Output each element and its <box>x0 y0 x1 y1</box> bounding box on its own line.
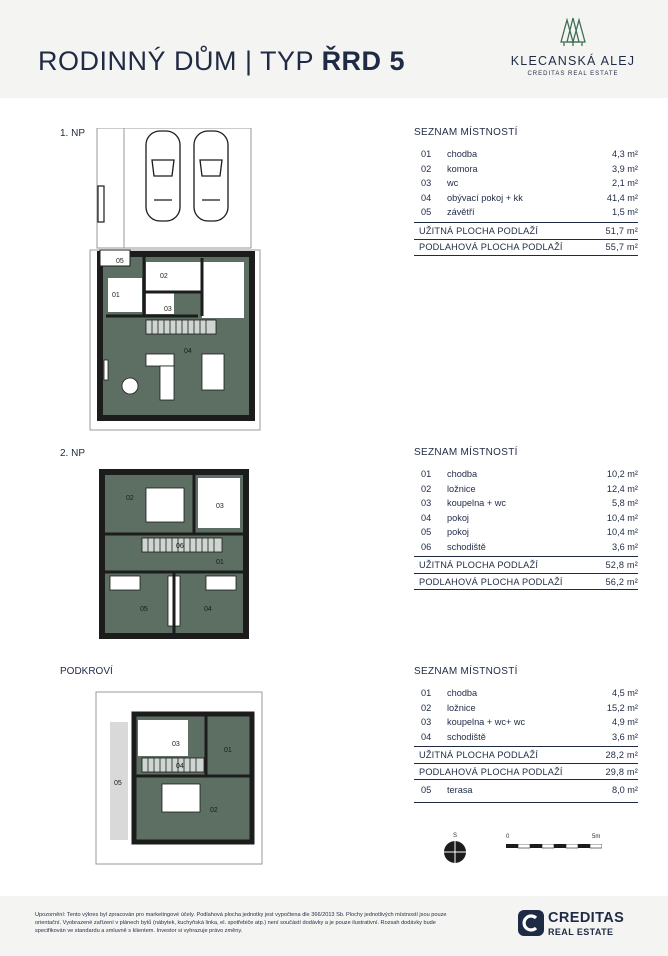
room-row <box>414 496 638 511</box>
room-name: pokoj <box>447 527 469 538</box>
room-name: chodba <box>447 688 478 699</box>
room-name: ložnice <box>447 483 476 494</box>
room-name: wc <box>447 178 459 189</box>
room-name: pokoj <box>447 512 469 523</box>
room-number: 02 <box>421 163 432 174</box>
room-area: 15,2 m² <box>606 702 638 713</box>
room-list-2np <box>414 447 638 590</box>
footer-brand-line1: CREDITAS <box>548 910 625 926</box>
room-area: 5,8 m² <box>611 498 638 509</box>
room-label: 05 <box>114 780 122 787</box>
creditas-logo-icon <box>518 910 544 936</box>
room-list-podkrovi <box>414 666 638 803</box>
floor-area-value: 56,2 m² <box>605 576 638 587</box>
room-row <box>414 191 638 206</box>
brand-name: KLECANSKÁ ALEJ <box>510 54 636 68</box>
room-label: 04 <box>204 606 212 613</box>
room-name: chodba <box>447 469 478 480</box>
room-area: 4,5 m² <box>611 688 638 699</box>
room-area: 10,4 m² <box>606 527 638 538</box>
room-area: 1,5 m² <box>611 207 638 218</box>
room-label: 03 <box>164 306 172 313</box>
usable-area-label: UŽITNÁ PLOCHA PODLAŽÍ <box>419 750 539 760</box>
room-area: 4,3 m² <box>611 149 638 160</box>
room-label: 05 <box>140 606 148 613</box>
usable-area-row <box>414 556 638 573</box>
room-row <box>414 701 638 716</box>
room-row <box>414 176 638 191</box>
room-name: obývací pokoj + kk <box>447 192 523 203</box>
floor-plan-1np <box>86 128 266 436</box>
room-row <box>414 715 638 730</box>
room-area: 2,1 m² <box>611 178 638 189</box>
room-number: 03 <box>421 717 432 728</box>
room-label: 02 <box>210 807 218 814</box>
room-area: 3,6 m² <box>611 541 638 552</box>
room-label: 04 <box>176 763 184 770</box>
room-row <box>414 467 638 482</box>
car-icon <box>146 131 180 221</box>
floor-label-podkrovi: PODKROVÍ <box>60 666 113 677</box>
brand-block <box>498 14 648 77</box>
room-area: 10,2 m² <box>606 469 638 480</box>
room-area: 4,9 m² <box>611 717 638 728</box>
floor-area-value: 29,8 m² <box>605 766 638 777</box>
room-number: 05 <box>421 785 432 796</box>
room-label: 06 <box>176 543 184 550</box>
room-list-title: SEZNAM MÍSTNOSTÍ <box>414 447 518 458</box>
room-label: 02 <box>126 495 134 502</box>
room-number: 03 <box>421 178 432 189</box>
room-row <box>414 162 638 177</box>
room-number: 06 <box>421 541 432 552</box>
usable-area-value: 51,7 m² <box>605 225 638 236</box>
north-arrow-icon <box>440 830 470 866</box>
room-area: 41,4 m² <box>606 192 638 203</box>
room-name: ložnice <box>447 702 476 713</box>
room-number: 02 <box>421 702 432 713</box>
usable-area-value: 52,8 m² <box>605 560 638 570</box>
room-row <box>414 730 638 745</box>
room-row <box>414 540 638 555</box>
floor-area-row <box>414 763 638 780</box>
room-row <box>414 686 638 701</box>
footer-brand-line2: REAL ESTATE <box>548 927 614 937</box>
room-name: schodiště <box>447 731 486 742</box>
divider <box>414 802 638 803</box>
room-number: 01 <box>421 688 432 699</box>
brand-subtitle: CREDITAS REAL ESTATE <box>527 71 619 77</box>
room-area: 10,4 m² <box>606 512 638 523</box>
room-row <box>414 511 638 526</box>
room-list-title: SEZNAM MÍSTNOSTÍ <box>414 127 518 138</box>
scale-start: 0 <box>506 834 510 840</box>
room-number: 03 <box>421 498 432 509</box>
page-title <box>38 46 405 77</box>
room-number: 02 <box>421 483 432 494</box>
floor-plan-2np <box>94 464 254 644</box>
terrace-row <box>414 783 638 798</box>
footer <box>0 896 668 956</box>
floor-area-value: 55,7 m² <box>605 242 638 252</box>
room-area: 8,0 m² <box>611 785 638 796</box>
room-name: koupelna + wc <box>447 498 506 509</box>
floor-label-1np: 1. NP <box>60 128 86 139</box>
north-label: S <box>453 833 458 839</box>
room-label: 03 <box>216 503 224 510</box>
room-row <box>414 205 638 220</box>
floor-label-2np: 2. NP <box>60 448 86 459</box>
title-type: ŘRD 5 <box>321 46 406 76</box>
room-label: 02 <box>160 273 168 280</box>
title-main: RODINNÝ DŮM | TYP <box>38 46 322 76</box>
scale-end: 5m <box>592 834 601 840</box>
disclaimer: Upozornění: Tento výkres byl zpracován pro marketingové účely. Podlahová plocha jednotky jest vypočtena dle 366/2013 Sb. Plochy jednotlivých místností jsou pouze orientační. Vyobrazené zařízení v plánech bytů (nábytek, kuchyňská linka, el. spotřebiče atp.) není součástí dodávky a je pouze ilustrativní. Rozsah dodávky bude specifikován ve standardu a smluvně s klientem. Investor si vyhrazuje právo změny. <box>35 912 447 934</box>
usable-area-row <box>414 222 638 239</box>
room-number: 04 <box>421 192 432 203</box>
room-row <box>414 147 638 162</box>
room-name: koupelna + wc+ wc <box>447 717 526 728</box>
usable-area-row <box>414 746 638 763</box>
room-number: 04 <box>421 731 432 742</box>
room-label: 05 <box>116 258 124 265</box>
room-label: 01 <box>112 292 120 299</box>
trees-logo-icon <box>558 14 588 48</box>
floor-area-row <box>414 239 638 256</box>
room-name: závětří <box>447 207 475 218</box>
room-number: 05 <box>421 527 432 538</box>
room-row <box>414 525 638 540</box>
header <box>0 0 668 98</box>
car-icon <box>194 131 228 221</box>
room-area: 12,4 m² <box>606 483 638 494</box>
room-name: chodba <box>447 149 478 160</box>
room-number: 01 <box>421 149 432 160</box>
scale-bar-graphic <box>506 844 602 850</box>
usable-area-label: UŽITNÁ PLOCHA PODLAŽÍ <box>419 225 539 236</box>
room-name: terasa <box>447 785 473 796</box>
room-label: 03 <box>172 741 180 748</box>
room-name: schodiště <box>447 541 486 552</box>
room-label: 01 <box>216 559 224 566</box>
room-list-1np <box>414 127 638 256</box>
usable-area-value: 28,2 m² <box>605 750 638 760</box>
floor-area-label: PODLAHOVÁ PLOCHA PODLAŽÍ <box>419 242 563 252</box>
room-label: 01 <box>224 747 232 754</box>
floor-area-row <box>414 573 638 590</box>
room-list-title: SEZNAM MÍSTNOSTÍ <box>414 666 518 677</box>
room-area: 3,6 m² <box>611 731 638 742</box>
room-area: 3,9 m² <box>611 163 638 174</box>
room-row <box>414 482 638 497</box>
footer-brand <box>548 910 624 937</box>
floor-plan-podkrovi <box>94 690 270 870</box>
floor-area-label: PODLAHOVÁ PLOCHA PODLAŽÍ <box>419 576 563 587</box>
room-number: 05 <box>421 207 432 218</box>
room-name: komora <box>447 163 478 174</box>
room-number: 04 <box>421 512 432 523</box>
floor-area-label: PODLAHOVÁ PLOCHA PODLAŽÍ <box>419 766 563 777</box>
room-label: 04 <box>184 348 192 355</box>
usable-area-label: UŽITNÁ PLOCHA PODLAŽÍ <box>419 560 539 570</box>
room-number: 01 <box>421 469 432 480</box>
